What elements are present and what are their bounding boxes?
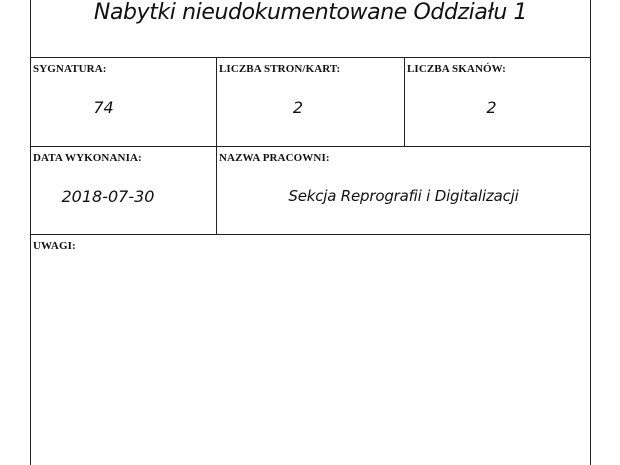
sygnatura-value: 74 xyxy=(93,98,114,117)
liczba-skanow-label: LICZBA SKANÓW: xyxy=(407,63,506,75)
row-divider-2 xyxy=(30,146,591,147)
liczba-stron-value: 2 xyxy=(292,98,304,117)
column-divider-1 xyxy=(216,57,217,235)
sygnatura-label: SYGNATURA: xyxy=(33,63,107,75)
document-title: Nabytki nieudokumentowane Oddziału 1 xyxy=(93,0,528,25)
nazwa-pracowni-label: NAZWA PRACOWNI: xyxy=(219,152,330,164)
liczba-skanow-value: 2 xyxy=(486,98,497,117)
uwagi-label: UWAGI: xyxy=(33,240,76,252)
row-divider-1 xyxy=(30,57,591,58)
nazwa-pracowni-value: Sekcja Reprografii i Digitalizacji xyxy=(288,187,519,205)
data-wykonania-label: DATA WYKONANIA: xyxy=(33,152,142,164)
liczba-stron-label: LICZBA STRON/KART: xyxy=(219,63,341,75)
row-divider-3 xyxy=(30,234,591,235)
data-wykonania-value: 2018-07-30 xyxy=(61,187,155,206)
